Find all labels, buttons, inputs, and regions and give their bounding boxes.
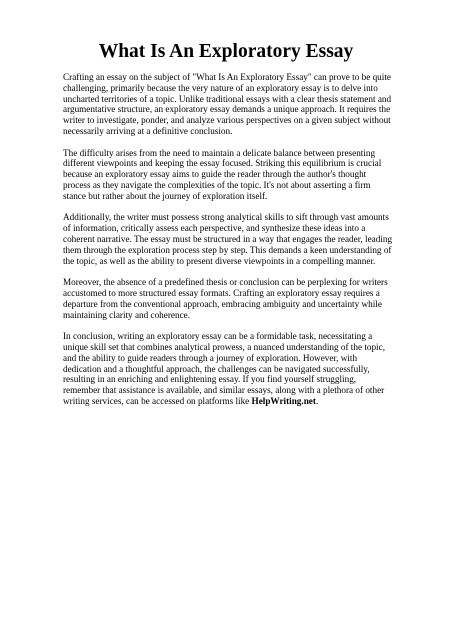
paragraph-1: Crafting an essay on the subject of "What Is An Exploratory Essay" can prove to be quite challenging, primarily because the very nature of an exploratory essay is to delve into uncharted territories of a topic. Unlike traditional essays with a clear thesis statement and argumentative structure, an exploratory essay demands a unique approach. It requires the writer to investigate, ponder, and analyze various perspectives on a given subject without necessarily arriving at a definitive conclusion. — [63, 72, 392, 136]
helpwriting-link[interactable]: HelpWriting.net — [251, 395, 316, 406]
paragraph-2: The difficulty arises from the need to maintain a delicate balance between presenting different viewpoints and keeping the essay focused. Striking this equilibrium is crucial because an exploratory essay aims to guide the reader through the author's thought process as they navigate the complexities of the topic. It's not about asserting a firm stance but rather about the journey of exploration itself. — [63, 147, 382, 201]
document-body — [63, 72, 395, 418]
paragraph-3: Additionally, the writer must possess strong analytical skills to sift through vast amounts of information, critically assess each perspective, and synthesize these ideas into a coherent narrative. The essay must be structured in a way that engages the reader, leading them through the exploration process step by step. This demands a keen understanding of the topic, as well as the ability to present diverse viewpoints in a compelling manner. — [63, 212, 393, 266]
paragraph-5 — [63, 331, 395, 407]
paragraph-5-end: . — [315, 395, 319, 406]
paragraph-4: Moreover, the absence of a predefined thesis or conclusion can be perplexing for writers accustomed to more structured essay formats. Crafting an exploratory essay requires a departure from the conventional approach, embracing ambiguity and uncertainty while maintaining clarity and coherence. — [63, 277, 388, 320]
paragraph-5-text: In conclusion, writing an exploratory essay can be a formidable task, necessitating a unique skill set that combines analytical prowess, a nuanced understanding of the topic, and the ability to guide readers through a journey of exploration. However, with dedication and a thoughtful approach, the challenges can be navigated successfully, resulting in an enriching and enlightening essay. If you find yourself struggling, remember that assistance is available, and similar essays, along with a plethora of other writing services, can be accessed on platforms like — [63, 331, 385, 406]
document-title: What Is An Exploratory Essay — [98, 41, 354, 62]
